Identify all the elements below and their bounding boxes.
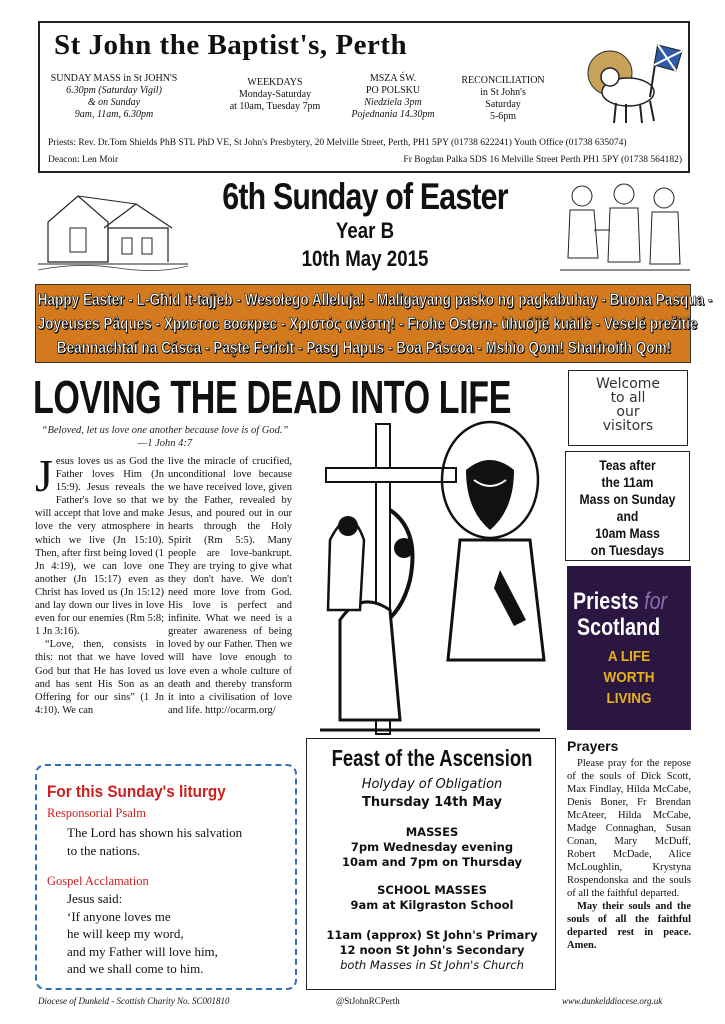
footer-website[interactable]: www.dunkelddiocese.org.uk [562, 996, 663, 1006]
article-headline: LOVING THE DEAD INTO LIFE [33, 371, 512, 423]
lamb-of-god-logo [580, 37, 688, 129]
welcome-people-sketch [560, 178, 690, 278]
reconciliation-times: RECONCILIATION in St John's Saturday 5-6pm [461, 75, 545, 122]
welcome-line-3: our [616, 404, 640, 420]
teas-line-6: on Tuesdays [590, 543, 665, 558]
pfs-tag-3: LIVING [606, 690, 652, 707]
article-col2-text: live the miracle of crucified, unconditional love because we have received love, given by the Father, revealed by Jesus, and poured out in our hearts through the Holy Spirit (Rm 5:5). Many people are love-bankrupt. They are trying to give what they don't have. We don't need more love from God. His love is perfect and infinite. What we need is a greater awareness of being loved by our Father. Then we will have love enough to love even a whole culture of death and thereby transform it into a civilisation of love and life. http://ocarm.org/ [168, 456, 292, 716]
school-label: SCHOOL MASSES [377, 883, 487, 897]
church-sketch [38, 182, 188, 272]
pfs-tag-2: WORTH [603, 669, 655, 686]
psalm-label: Responsorial Psalm [47, 806, 146, 820]
fr-bogdan-line: Fr Bogdan Palka SDS 16 Melville Street Perth PH1 5PY (01738 564182) [403, 155, 682, 165]
gospel-label: Gospel Acclamation [47, 874, 149, 888]
pfs-scotland: Scotland [577, 614, 661, 641]
welcome-box [568, 370, 688, 446]
pfs-priests: Priests [573, 588, 639, 615]
sunday-year: Year B [335, 218, 395, 243]
ascension-sub: Holyday of Obligation [361, 777, 503, 792]
sunday-title-block [190, 176, 540, 274]
prayers-body: Please pray for the repose of the souls of Dick Scott, Max Findlay, Hilda McCabe, Denis Boner, Fr Brendan McAteer, Hilda McCabe, Madge Connaghan, Susan Conan, Mary McDuff, Robert McDade, Alice McLoughlin, Krystyna Rospendonska and the souls of all the faithful departed. May their souls and the souls of all the faithful departed rest in peace. Amen. [567, 758, 691, 951]
deacon-line: Deacon: Len Moir [48, 155, 119, 165]
polish-mass-times: MSZA ŚW. PO POLSKU Niedziela 3pm Pojednania 14.30pm [351, 73, 435, 120]
priests-for-scotland-box [567, 566, 691, 730]
greeting-line-2: Joyeuses Pâques - Христос воскрес - Χριστός ανέστη! - Frohe Ostern- ùhuójié kuàilè - Veselé prežitie [37, 314, 698, 333]
prayers-title: Prayers [567, 738, 619, 754]
masses-label: MASSES [405, 825, 459, 839]
article-col1-text: esus loves us as God the Father loves Him (Jn 15:9). Jesus reveals the Father's love so that we will accept that love and make love the very atmosphere in which we live (Jn 15:10). Then, after first being loved (1 Jn 4:19), we can love one another (Jn 15:17) even as Christ has loved us (Jn 15:12) and lay down our lives in love even for our enemies (Rm 5:8; 1 Jn 3:16). [35, 456, 164, 638]
weekday-mass-times: WEEKDAYS Monday-Saturday at 10am, Tuesday 7pm [229, 77, 321, 112]
sunday-title: 6th Sunday of Easter [222, 176, 508, 217]
teas-box [565, 451, 690, 561]
ascension-box [306, 738, 556, 990]
header-box [38, 21, 690, 173]
liturgy-box [35, 764, 297, 990]
teas-line-4: and [616, 509, 639, 524]
footer-charity: Diocese of Dunkeld - Scottish Charity No. SC001810 [38, 996, 230, 1006]
teas-line-2: the 11am [601, 475, 654, 490]
liturgy-title: For this Sunday's liturgy [47, 782, 226, 801]
article-quote: “Beloved, let us love one another because love is of God.” —1 John 4:7 [41, 425, 289, 449]
article-dropcap: J [35, 450, 53, 501]
article-col1b-text: “Love, then, consists in this: not that we have loved God but that He has loved us and has sent His Son as an Offering for our sins” (1 Jn 4:10). We can [35, 639, 164, 716]
pfs-tag-1: A LIFE [607, 648, 651, 665]
school-mass: 9am at Kilgraston School [350, 898, 514, 912]
welcome-line-4: visitors [602, 418, 654, 434]
ascension-title: Feast of the Ascension [331, 745, 533, 771]
welcome-line-1: Welcome [595, 376, 661, 392]
article-column-2 [168, 455, 292, 717]
footer-twitter: @StJohnRCPerth [336, 996, 400, 1006]
ascension-date: Thursday 14th May [361, 795, 503, 810]
teas-line-5: 10am Mass [595, 526, 660, 541]
descent-from-cross-illustration [300, 420, 560, 740]
psalm-text: The Lord has shown his salvation to the nations. [67, 825, 243, 858]
teas-line-1: Teas after [599, 458, 656, 473]
ascension-note: both Masses in St John's Church [340, 958, 524, 972]
pfs-for: for [644, 588, 668, 615]
article-column-1 [35, 450, 164, 717]
primary-secondary-masses: 11am (approx) St John's Primary 12 noon St John's Secondary [326, 928, 538, 957]
parish-title: St John the Baptist's, Perth [54, 29, 408, 61]
sunday-mass-times: SUNDAY MASS in St JOHN'S 6.30pm (Saturday Vigil) & on Sunday 9am, 11am, 6.30pm [50, 73, 178, 120]
sunday-date: 10th May 2015 [301, 246, 429, 271]
prayers-closing: May their souls and the souls of all the faithful departed rest in peace. Amen. [567, 901, 691, 951]
greeting-line-1: Happy Easter - L-Għid it-tajjeb - Wesołego Alleluja! - Maligayang pasko ng pagkabuhay - Buona Pasqua - [37, 290, 713, 309]
gospel-text: Jesus said: ‘If anyone loves me he will keep my word, and my Father will love him, and we shall come to him. [67, 891, 218, 976]
masses-times: 7pm Wednesday evening 10am and 7pm on Thursday [341, 840, 523, 869]
greeting-line-3: Beannachtaí na Cásca - Paşte Fericit - Pasg Hapus - Boa Páscoa - Mshìo Qom! Shariroith Qom! [56, 338, 672, 357]
easter-greetings-banner [35, 284, 713, 363]
welcome-line-2: to all [610, 390, 646, 406]
priests-line: Priests: Rev. Dr.Tom Shields PhB STL PhD VE, St John's Presbytery, 20 Melville Street, Perth, PH1 5PY (01738 622241) Youth Office (01738 635074) [48, 138, 627, 148]
teas-line-3: Mass on Sunday [579, 492, 676, 507]
